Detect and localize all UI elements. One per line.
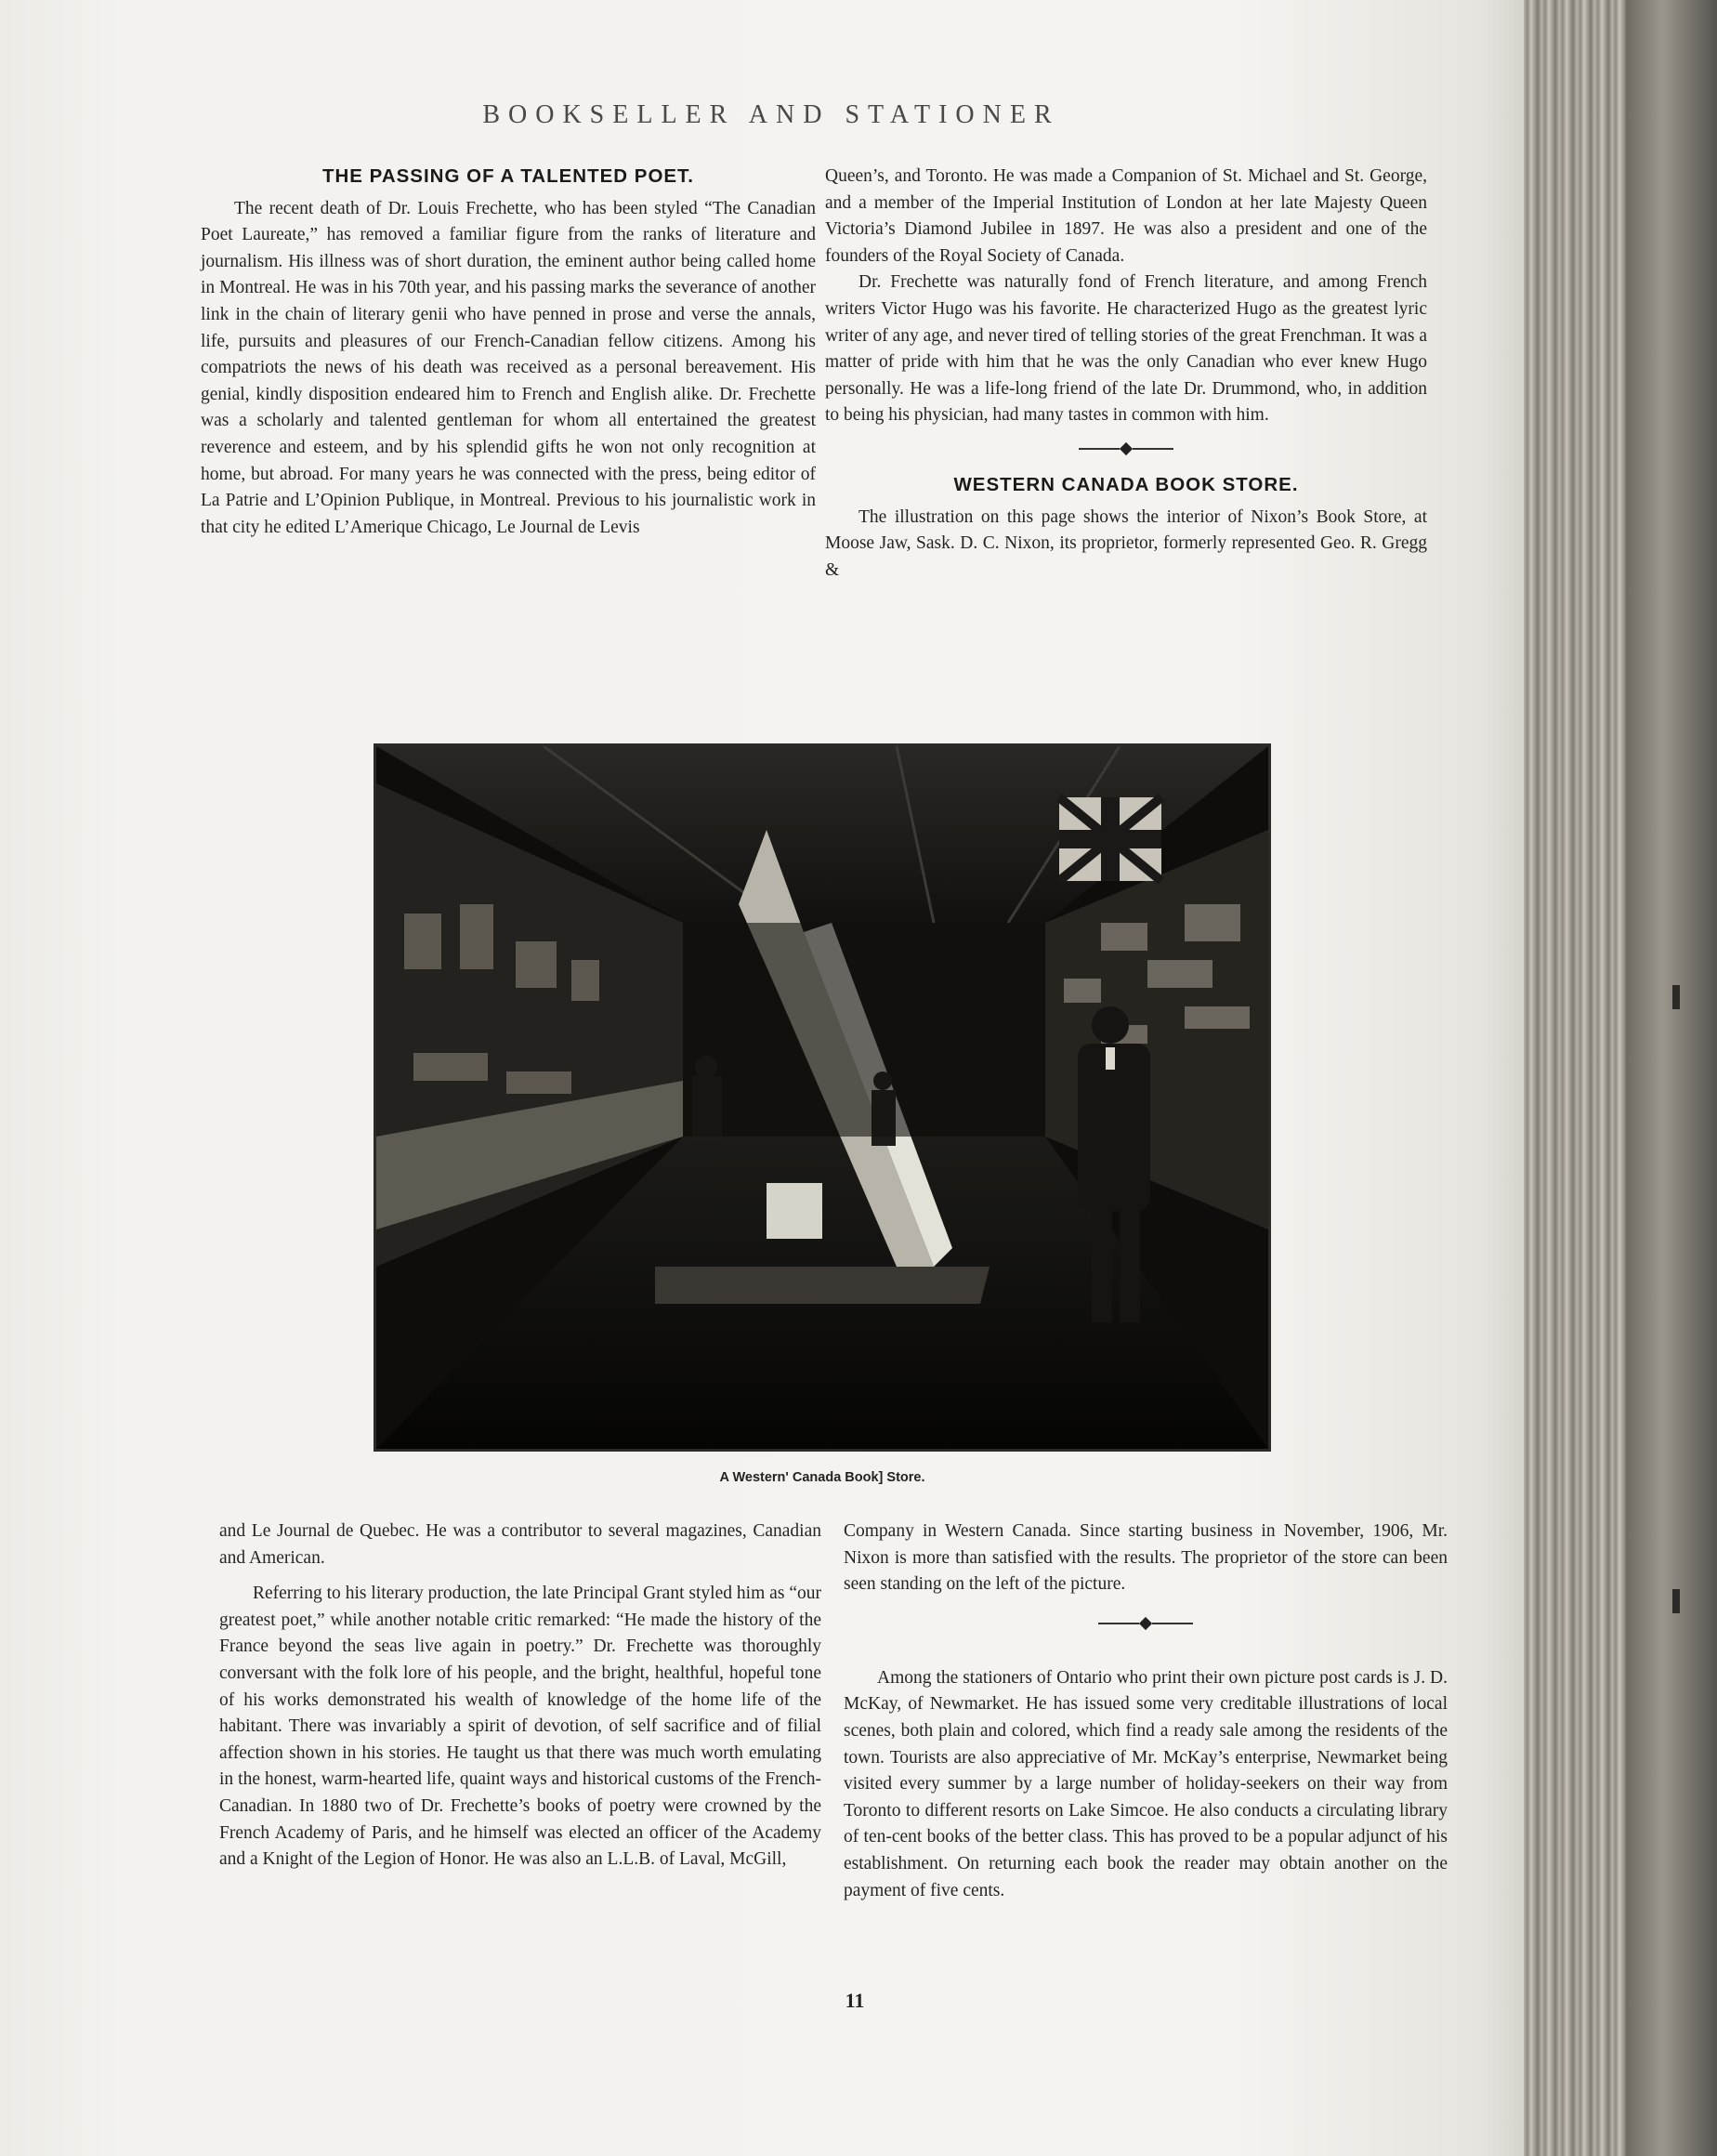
article-paragraph: Company in Western Canada. Since starting business in November, 1906, Mr. Nixon is more than satisfied with the results. The proprietor of the store can been seen standing on the left of the picture. xyxy=(844,1521,1448,1595)
article-paragraph: The recent death of Dr. Louis Frechette, who has been styled “The Canadian Poet Laureate,” has removed a familiar figure from the ranks of literature and journalism. His illness was of short duration, the eminent author being called home in Montreal. He was in his 70th year, and his passing marks the severance of another link in the chain of literary genii who have penned in prose and verse the annals, life, pursuits and pleasures of our French-Canadian fellow citizens. Among his compatriots the news of his death was received as a personal bereavement. His genial, kindly disposition endeared him to French and English alike. Dr. Frechette was a scholarly and talented gentleman for whom all entertained the greatest reverence and esteem, and by his splendid gifts he won not only recognition at home, but abroad. For many years he was connected with the press, being editor of La Patrie and L’Opinion Publique, in Montreal. Previous to his journalistic work in that city he edited L’Amerique Chicago, Le Journal de Levis xyxy=(201,198,816,537)
article-title-poet: THE PASSING OF A TALENTED POET. xyxy=(321,165,695,187)
column-bottom-left xyxy=(219,1518,821,1873)
photo-caption: A Western' Canada Book] Store. xyxy=(719,1470,925,1485)
column-top-right xyxy=(825,164,1427,584)
bookstore-interior-photo xyxy=(374,743,1271,1452)
union-jack-flag xyxy=(1059,797,1161,881)
spine-mark xyxy=(1672,1589,1680,1613)
article-paragraph: Referring to his literary production, the late Principal Grant styled him as “our greatest poet,” while another notable critic remarked: “He made the history of the France beyond the seas live again in poetry.” Dr. Frechette was thoroughly conversant with the folk lore of his people, and the bright, healthful, hopeful tone of his works demonstrated his wealth of knowledge of the home life of the habitant. There was invariably a spirit of devotion, of self sacrifice and of filial affection shown in his stories. He taught us that there was much worth emulating in the honest, warm-hearted life, quaint ways and historical customs of the French-Canadian. In 1880 two of Dr. Frechette’s books of poetry were crowned by the French Academy of Paris, and he himself was elected an officer of the Academy and a Knight of the Legion of Honor. He was also an L.L.B. of Laval, McGill, xyxy=(219,1584,821,1870)
article-title-bookstore: WESTERN CANADA BOOK STORE. xyxy=(953,473,1299,495)
article-paragraph: The illustration on this page shows the interior of Nixon’s Book Store, at Moose Jaw, Sask. D. C. Nixon, its proprietor, formerly represented Geo. R. Gregg & xyxy=(825,506,1427,580)
spine-mark xyxy=(1672,985,1680,1009)
article-paragraph: and Le Journal de Quebec. He was a contributor to several magazines, Canadian and American. xyxy=(219,1521,821,1568)
column-bottom-right xyxy=(844,1518,1448,1904)
article-paragraph: Queen’s, and Toronto. He was made a Companion of St. Michael and St. George, and a member of the Imperial Institution of London at her late Majesty Queen Victoria’s Diamond Jubilee in 1897. He was also a president and one of the founders of the Royal Society of Canada. xyxy=(825,166,1427,266)
section-divider xyxy=(844,1610,1448,1637)
section-divider xyxy=(825,435,1427,463)
running-head: BOOKSELLER AND STATIONER xyxy=(482,100,1060,129)
page-number: 11 xyxy=(845,1989,865,2012)
column-top-left xyxy=(201,164,816,541)
photo-image xyxy=(376,746,1268,1449)
article-paragraph: Among the stationers of Ontario who print their own picture post cards is J. D. McKay, of Newmarket. He has issued some very creditable illustrations of local scenes, both plain and colored, which find a ready sale among the residents of the town. Tourists are also appreciative of Mr. McKay’s enterprise, Newmarket being visited every summer by a large number of holiday-seekers on their way from Toronto to different resorts on Lake Simcoe. He also conducts a circulating library of ten-cent books of the better class. This has proved to be a popular adjunct of his establishment. On returning each book the reader may obtain another on the payment of five cents. xyxy=(844,1667,1448,1900)
article-paragraph: Dr. Frechette was naturally fond of French literature, and among French writers Victor Hugo was his favorite. He characterized Hugo as the greatest lyric writer of any age, and never tired of telling stories of the great Frenchman. It was a matter of pride with him that he was the only Canadian who ever knew Hugo personally. He was a life-long friend of the late Dr. Drummond, who, in addition to being his physician, had many tastes in common with him. xyxy=(825,272,1427,426)
book-binding-edge xyxy=(1524,0,1717,2156)
